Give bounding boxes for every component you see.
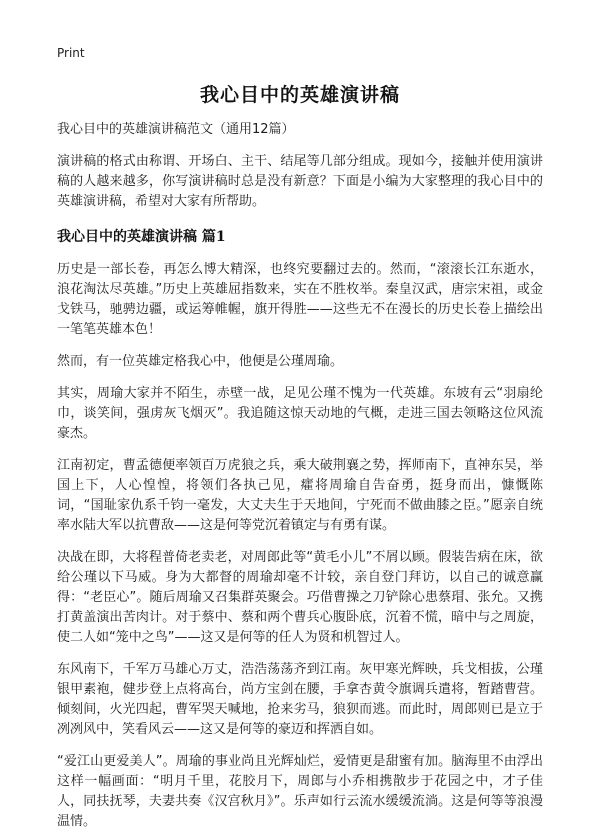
- paragraph: 江南初定，曹孟德便率领百万虎狼之兵，乘大破荆襄之势，挥师南下，直神东吴，举国上下，人心惶惶，将领们各执己见，癨将周瑜自告奋勇，挺身而出，慷慨陈词，“国耻家仇系千钧一毫发，大丈夫生于天地间，宁死而不做曲膝之臣。”愿亲自统率水陆大军以抗曹敌——这是何等党沉着镇定与有勇有谋。: [57, 458, 543, 533]
- paragraph: 东风南下，千军万马雄心万丈，浩浩荡荡齐到江南。灰甲寒光辉映，兵戈相拔，公瑾银甲素袍，健步登上点将高台，尚方宝剑在腰，手拿杏黄令旗调兵遣将，暂踏曹营。倾刻间，火光四起，曹军哭天喊地，抢来劣马，狼狈而逃。而此时，周郎则已是立于冽冽风中，笑看风云——这又是何等的豪迈和挥洒自如。: [57, 662, 543, 737]
- subtitle: 我心目中的英雄演讲稿范文（通用12篇）: [57, 122, 295, 137]
- paragraph: 决战在即，大将程普倚老卖老，对周郎此等“黄毛小儿”不屑以顾。假装告病在床，欲给公瑾以下马威。身为大都督的周瑜却毫不计较，亲自登门拜访，以自己的诚意赢得：“老臣心”。随后周瑜又召集群英聚会。巧借曹操之刀铲除心患蔡瑁、张允。又携打黄盖演出苦肉计。对于蔡中、蔡和两个曹兵心腹卧底，沉着不慌，暗中与之周旋，使二人如“笼中之鸟”——这又是何等的任人为贤和机智过人。: [57, 550, 543, 645]
- paragraph: “爱江山更爱美人”。周瑜的事业尚且光辉灿烂，爱情更是甜蜜有加。脑海里不由浮出这样一幅画面：“明月千里，花胶月下，周郎与小乔相携散步于花园之中，才子佳人，同扶抚琴，夫妻共奏《汉宫秋月》”。乐声如行云流水缓缓流淌。这是何等等浪漫温情。: [57, 754, 543, 829]
- paragraph: 历史是一部长卷，再怎么博大精深，也终究要翻过去的。然而，“滚滚长江东逝水，浪花淘汰尽英雄。”历史上英雄屈指数来，实在不胜枚举。秦皇汉武，唐宗宋祖，或金戈铁马，驰骋边疆，或运筹帷幄，旗开得胜——这些无不在漫长的历史长卷上描绘出一笔笔英雄本色！: [57, 262, 543, 337]
- intro-paragraph: 演讲稿的格式由称谓、开场白、主干、结尾等几部分组成。现如今，接触并使用演讲稿的人越来越多，你写演讲稿时总是没有新意？下面是小编为大家整理的我心目中的英雄演讲稿，希望对大家有所帮助。: [57, 154, 543, 209]
- print-link[interactable]: Print: [57, 46, 85, 60]
- section-heading: 我心目中的英雄演讲稿 篇1: [57, 229, 226, 245]
- paragraph: 然而，有一位英雄定格我心中，他便是公瑾周瑜。: [57, 354, 344, 369]
- page-title: 我心目中的英雄演讲稿: [199, 84, 400, 106]
- article-body: [57, 120, 543, 832]
- paragraph: 其实，周瑜大家并不陌生，赤壁一战，足见公瑾不愧为一代英雄。东坡有云“羽扇纶巾，谈笑间，强虏灰飞烟灭”。我追随这惊天动地的气概，走进三国去领略这位风流豪杰。: [57, 386, 543, 441]
